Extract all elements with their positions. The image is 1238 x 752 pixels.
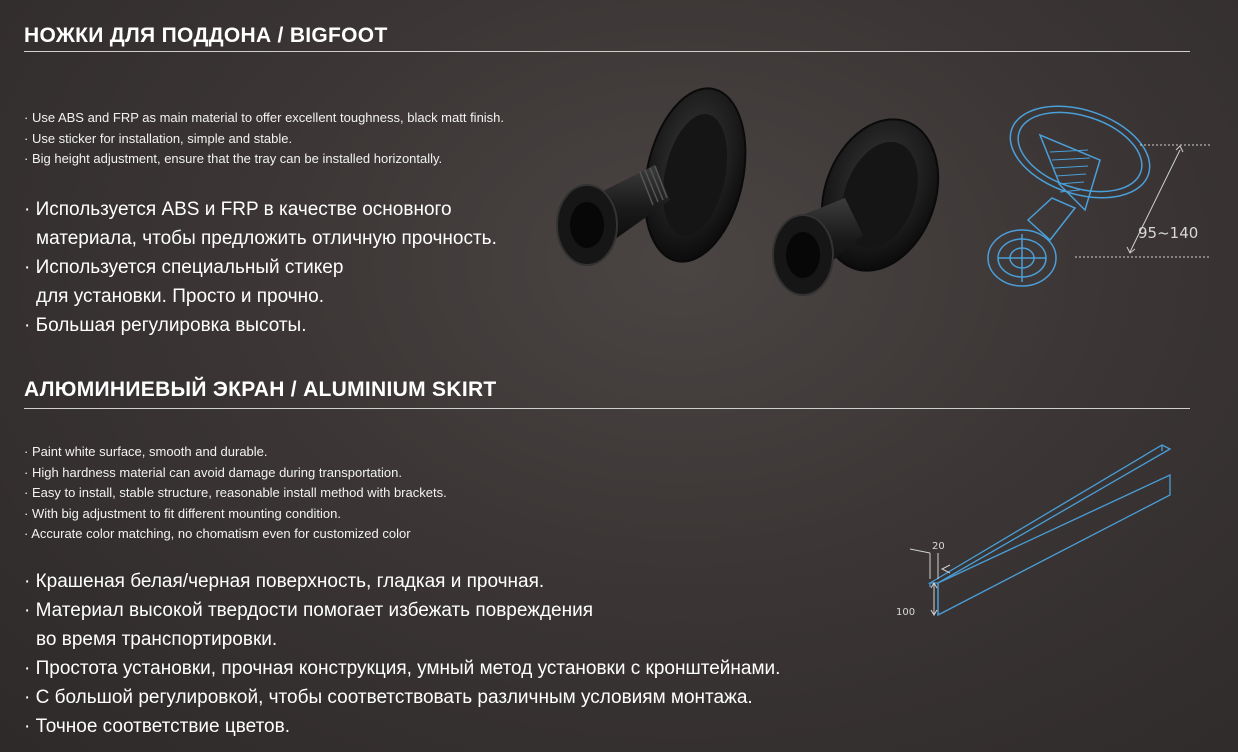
list-item-line: · Точное соответствие цветов. bbox=[24, 716, 290, 737]
list-item: · Use sticker for installation, simple and stable. bbox=[24, 130, 293, 146]
bigfoot-russian-bullets bbox=[24, 195, 497, 340]
list-item: · With big adjustment to fit different mounting condition. bbox=[24, 505, 341, 521]
bigfoot-long bbox=[557, 80, 760, 271]
aluminium-skirt-diagram bbox=[890, 435, 1190, 635]
list-item: · Use ABS and FRP as main material to offer excellent toughness, black matt finish. bbox=[24, 110, 505, 125]
skirt-russian-bullets bbox=[24, 567, 780, 741]
list-item-line: · Простота установки, прочная конструкция, умный метод установки с кронштейнами. bbox=[24, 658, 781, 679]
list-item-line: материала, чтобы предложить отличную прочность. bbox=[36, 228, 497, 249]
bigfoot-product-photo bbox=[545, 80, 965, 310]
list-item bbox=[24, 654, 780, 683]
list-item: · Big height adjustment, ensure that the tray can be installed horizontally. bbox=[24, 151, 443, 166]
list-item-line: · Большая регулировка высоты. bbox=[24, 315, 307, 336]
list-item bbox=[24, 712, 780, 741]
bigfoot-short bbox=[773, 103, 958, 295]
list-item bbox=[24, 596, 780, 654]
list-item: · Accurate color matching, no chomatism even for customized color bbox=[24, 526, 411, 541]
bigfoot-english-bullets bbox=[24, 108, 504, 170]
list-item bbox=[24, 195, 497, 253]
list-item bbox=[24, 683, 780, 712]
list-item-line: во время транспортировки. bbox=[36, 629, 278, 650]
list-item-line: · Крашеная белая/черная поверхность, гладкая и прочная. bbox=[24, 571, 545, 592]
list-item-line: · С большой регулировкой, чтобы соответствовать различным условиям монтажа. bbox=[24, 687, 753, 708]
section-divider bbox=[24, 408, 1190, 409]
section-title-bigfoot: НОЖКИ ДЛЯ ПОДДОНА / BIGFOOT bbox=[24, 24, 388, 47]
dimension-label-height: 100 bbox=[896, 607, 916, 618]
list-item-line: · Материал высокой твердости помогает избежать повреждения bbox=[24, 600, 593, 621]
section-title-aluminium-skirt: АЛЮМИНИЕВЫЙ ЭКРАН / ALUMINIUM SKIRT bbox=[24, 378, 497, 401]
list-item-line: для установки. Просто и прочно. bbox=[36, 286, 324, 307]
section-divider bbox=[24, 51, 1190, 52]
list-item-line: · Используется специальный стикер bbox=[24, 257, 344, 278]
list-item: · High hardness material can avoid damage during transportation. bbox=[24, 464, 402, 480]
list-item bbox=[24, 311, 497, 340]
list-item: · Easy to install, stable structure, reasonable install method with brackets. bbox=[24, 485, 447, 500]
skirt-english-bullets bbox=[24, 442, 447, 545]
dimension-label-thickness: 20 bbox=[932, 541, 945, 552]
list-item bbox=[24, 253, 497, 311]
bigfoot-technical-diagram bbox=[980, 90, 1220, 300]
list-item-line: · Используется ABS и FRP в качестве основного bbox=[24, 199, 452, 220]
list-item bbox=[24, 567, 780, 596]
list-item: · Paint white surface, smooth and durable. bbox=[24, 444, 268, 459]
dimension-label: 95~140 bbox=[1138, 224, 1199, 242]
